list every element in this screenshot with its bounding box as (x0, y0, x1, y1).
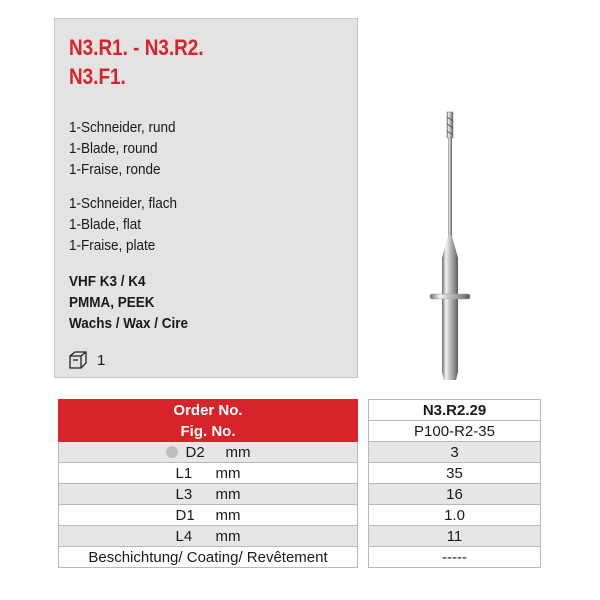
table-row (59, 442, 358, 463)
spec-values-table (368, 399, 541, 568)
coating-row (59, 547, 358, 568)
package-quantity-value: 1 (97, 351, 106, 369)
order-no-value: N3.R2.29 (369, 400, 541, 421)
table-row (369, 463, 541, 484)
coating-label: Beschichtung/ Coating/ Revêtement (59, 547, 358, 568)
dimension-value: 11 (369, 526, 541, 547)
order-no-row (59, 400, 358, 421)
table-row (59, 484, 358, 505)
dimension-value: 35 (369, 463, 541, 484)
title-line-1: N3.R1. - N3.R2. (69, 35, 204, 60)
spec-labels-table (58, 399, 358, 568)
materials-list (69, 271, 188, 334)
table-row (369, 526, 541, 547)
material-1: VHF K3 / K4 (69, 273, 146, 290)
flat-blade-de: 1-Schneider, flach (69, 195, 178, 212)
fig-no-row (59, 421, 358, 442)
table-row (369, 484, 541, 505)
dimension-unit: mm (215, 506, 241, 524)
material-2: PMMA, PEEK (69, 294, 155, 311)
product-title (69, 33, 204, 91)
round-blade-en: 1-Blade, round (69, 140, 158, 157)
flat-blade-description (69, 193, 177, 256)
round-blade-fr: 1-Fraise, ronde (69, 161, 161, 178)
coating-value: ----- (369, 547, 541, 568)
milling-tool-image (420, 108, 480, 388)
round-blade-description (69, 117, 176, 180)
title-line-2: N3.F1. (69, 64, 126, 89)
table-row (59, 526, 358, 547)
table-row (59, 505, 358, 526)
fig-no-value-row (369, 421, 541, 442)
dimension-label: L4 (175, 527, 193, 545)
diameter-dot-icon (166, 446, 178, 458)
dimension-label: L3 (175, 485, 193, 503)
dimension-label: L1 (175, 464, 193, 482)
dimension-unit: mm (215, 527, 241, 545)
coating-value-row (369, 547, 541, 568)
dimension-unit: mm (215, 464, 241, 482)
order-no-label: Order No. (59, 400, 358, 421)
dimension-value: 3 (369, 442, 541, 463)
table-row (59, 463, 358, 484)
dimension-unit: mm (225, 443, 251, 461)
order-no-value-row (369, 400, 541, 421)
flat-blade-fr: 1-Fraise, plate (69, 237, 156, 254)
flat-blade-en: 1-Blade, flat (69, 216, 142, 233)
dimension-value: 16 (369, 484, 541, 505)
fig-no-value: P100-R2-35 (369, 421, 541, 442)
material-3: Wachs / Wax / Cire (69, 315, 189, 332)
round-blade-de: 1-Schneider, rund (69, 119, 176, 136)
table-row (369, 442, 541, 463)
package-quantity (69, 351, 105, 369)
fig-no-label: Fig. No. (59, 421, 358, 442)
dimension-unit: mm (215, 485, 241, 503)
dimension-label: D2 (185, 443, 205, 461)
table-row (369, 505, 541, 526)
dimension-label: D1 (175, 506, 195, 524)
dimension-value: 1.0 (369, 505, 541, 526)
box-icon (69, 351, 87, 369)
product-info-panel (54, 18, 358, 378)
